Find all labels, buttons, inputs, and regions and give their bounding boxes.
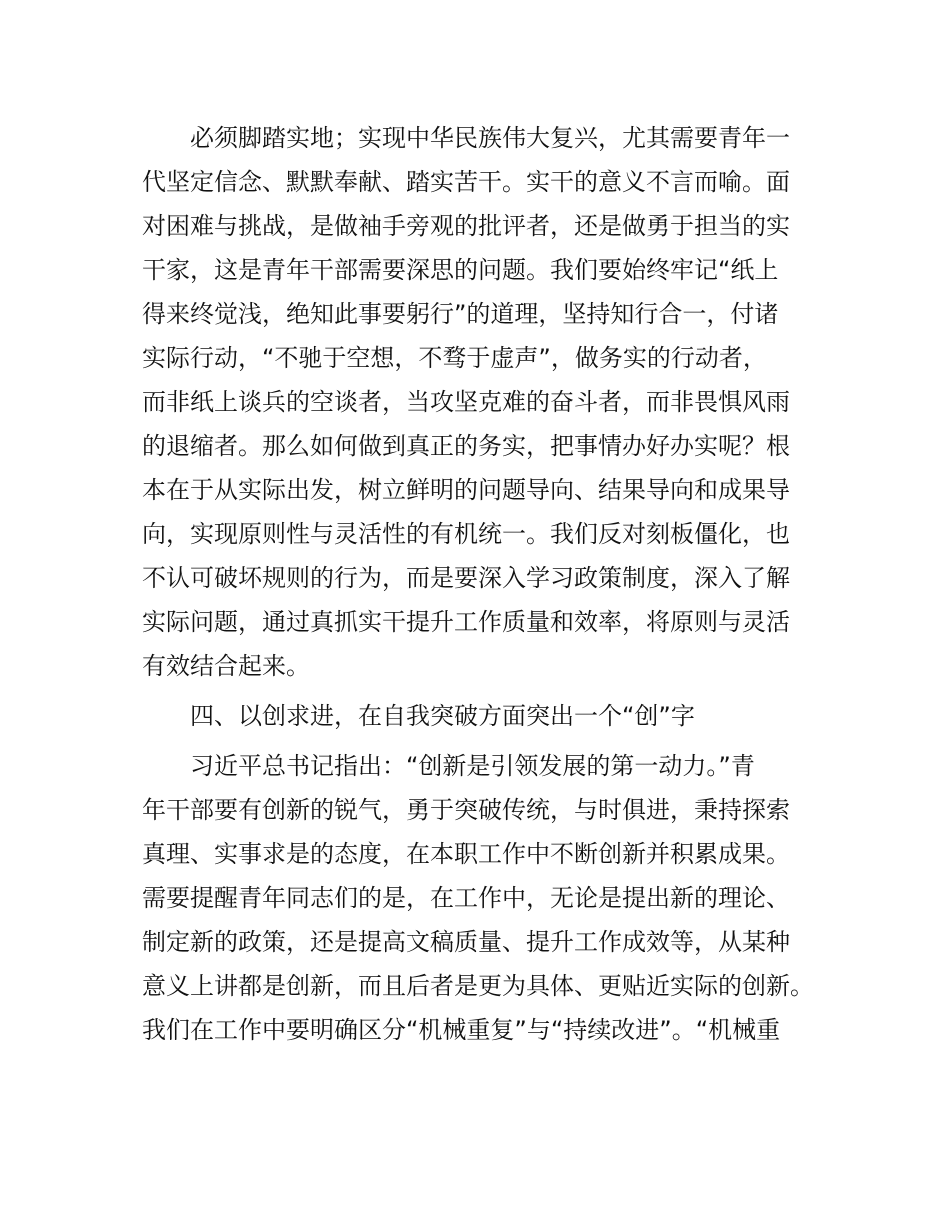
- paragraph-line: 意义上讲都是创新，而且后者是更为具体、更贴近实际的创新。: [142, 972, 814, 1000]
- paragraph-line: 代坚定信念、默默奉献、踏实苦干。实干的意义不言而喻。面: [142, 168, 790, 196]
- paragraph-line: 实际行动，“不驰于空想，不骛于虚声”，做务实的行动者，: [142, 344, 767, 372]
- section-heading: 四、以创求进，在自我突破方面突出一个“创”字: [190, 702, 695, 730]
- paragraph-line: 习近平总书记指出：“创新是引领发展的第一动力。”青: [190, 752, 755, 780]
- paragraph-line: 不认可破坏规则的行为，而是要深入学习政策制度，深入了解: [142, 564, 790, 592]
- paragraph-line: 我们在工作中要明确区分“机械重复”与“持续改进”。“机械重: [142, 1016, 781, 1044]
- paragraph-line: 年干部要有创新的锐气，勇于突破传统，与时俱进，秉持探索: [142, 796, 790, 824]
- paragraph-line: 干家，这是青年干部需要深思的问题。我们要始终牢记“纸上: [142, 256, 779, 284]
- paragraph-line: 需要提醒青年同志们的是，在工作中，无论是提出新的理论、: [142, 884, 790, 912]
- paragraph-line: 本在于从实际出发，树立鲜明的问题导向、结果导向和成果导: [142, 476, 790, 504]
- paragraph-line: 必须脚踏实地；实现中华民族伟大复兴，尤其需要青年一: [190, 124, 790, 152]
- paragraph-line: 对困难与挑战，是做袖手旁观的批评者，还是做勇于担当的实: [142, 212, 790, 240]
- paragraph-line: 得来终觉浅，绝知此事要躬行”的道理，坚持知行合一，付诸: [142, 300, 779, 328]
- paragraph-line: 制定新的政策，还是提高文稿质量、提升工作成效等，从某种: [142, 928, 790, 956]
- paragraph-line: 的退缩者。那么如何做到真正的务实，把事情办好办实呢？根: [142, 432, 790, 460]
- paragraph-line: 向，实现原则性与灵活性的有机统一。我们反对刻板僵化，也: [142, 520, 790, 548]
- paragraph-line: 有效结合起来。: [142, 652, 310, 680]
- paragraph-line: 真理、实事求是的态度，在本职工作中不断创新并积累成果。: [142, 840, 790, 868]
- paragraph-line: 而非纸上谈兵的空谈者，当攻坚克难的奋斗者，而非畏惧风雨: [142, 388, 790, 416]
- paragraph-line: 实际问题，通过真抓实干提升工作质量和效率，将原则与灵活: [142, 608, 790, 636]
